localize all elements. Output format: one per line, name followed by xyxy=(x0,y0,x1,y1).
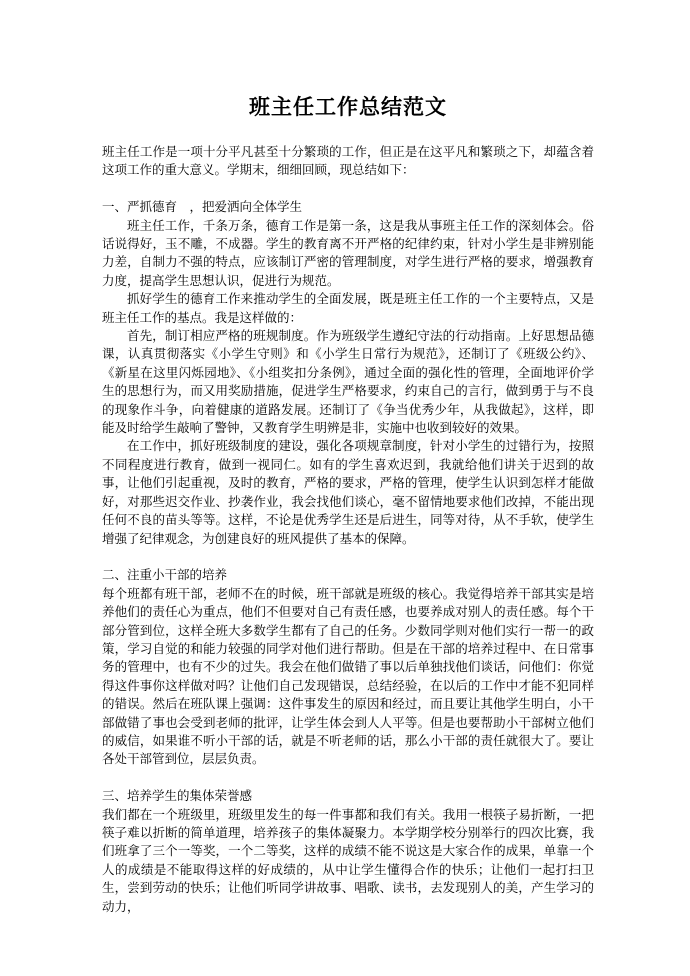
section-cadre-training xyxy=(102,566,594,768)
section-1-paragraph-2: 抓好学生的德育工作来推动学生的全面发展，既是班主任工作的一个主要特点，又是班主任工作的基点。我是这样做的： xyxy=(102,292,594,325)
section-2-heading: 二、注重小干部的培养 xyxy=(102,568,228,583)
section-collective-honor xyxy=(102,787,594,916)
section-1-paragraph-4: 在工作中，抓好班级制度的建设，强化各项规章制度，针对小学生的过错行为，按照不同程度进行教育，做到一视同仁。如有的学生喜欢迟到，我就给他们讲关于迟到的故事，让他们引起重视，及时的教育，严格的要求，严格的管理，使学生认识到怎样才能做好，对那些迟交作业、抄袭作业，我会找他们谈心，毫不留情地要求他们改掉，不能出现任何不良的苗头等等。这样，不论是优秀学生还是后进生，同等对待，从不手软，使学生增强了纪律观念，为创建良好的班风提供了基本的保障。 xyxy=(102,439,594,546)
section-2-paragraph-1: 每个班都有班干部，老师不在的时候，班干部就是班级的核心。我觉得培养干部其实是培养他们的责任心为重点，他们不但要对自己有责任感，也要养成对别人的责任感。每个干部分管到位，这样全班大多数学生都有了自己的任务。少数同学则对他们实行一帮一的政策，学习自觉的和能力较强的同学对他们进行帮助。但是在干部的培养过程中、在日常事务的管理中，也有不少的过失。我会在他们做错了事以后单独找他们谈话，问他们：你觉得这件事你这样做对吗？让他们自己发现错误，总结经验，在以后的工作中才能不犯同样的错误。然后在班队课上强调：这件事发生的原因和经过，而且要让其他学生明白，小干部做错了事也会受到老师的批评，让学生体会到人人平等。但是也要帮助小干部树立他们的威信，如果谁不听小干部的话，就是不听老师的话，那么小干部的责任就很大了。要让各处干部管到位，层层负责。 xyxy=(102,586,594,767)
section-1-heading: 一、严抓德育 ，把爱洒向全体学生 xyxy=(102,200,303,215)
section-1-paragraph-1: 班主任工作，千条万条，德育工作是第一条，这是我从事班主任工作的深刻体会。俗话说得好，玉不雕，不成器。学生的教育离不开严格的纪律约束，针对小学生是非辨别能力差，自制力不强的特点，应该制订严密的管理制度，对学生进行严格的要求，增强教育力度，提高学生思想认识，促进行为规范。 xyxy=(102,218,594,288)
document-content xyxy=(102,92,594,916)
section-discipline-education xyxy=(102,198,594,548)
document-title: 班主任工作总结范文 xyxy=(249,95,447,119)
section-3-paragraph-1: 我们都在一个班级里，班级里发生的每一件事都和我们有关。我用一根筷子易折断，一把筷子难以折断的简单道理，培养孩子的集体凝聚力。本学期学校分别举行的四次比赛，我们班拿了三个一等奖，一个二等奖，这样的成绩不能不说这是大家合作的成果，单靠一个人的成绩是不能取得这样的好成绩的，从中让学生懂得合作的快乐；让他们一起打扫卫生，尝到劳动的快乐；让他们听同学讲故事、唱歌、读书，去发现别人的美，产生学习的动力， xyxy=(102,807,594,914)
section-1-paragraph-3: 首先，制订相应严格的班规制度。作为班级学生遵纪守法的行动指南。上好思想品德课，认真贯彻落实《小学生守则》和《小学生日常行为规范》，还制订了《班级公约》、《新星在这里闪烁园地》、《小组奖扣分条例》，通过全面的强化性的管理，全面地评价学生的思想行为，而又用奖励措施，促进学生严格要求，约束自己的言行，做到勇于与不良的现象作斗争，向着健康的道路发展。还制订了《争当优秀少年，从我做起》，这样，即能及时给学生敲响了警钟，又教育学生明辨是非，实施中也收到较好的效果。 xyxy=(102,329,594,436)
section-3-heading: 三、培养学生的集体荣誉感 xyxy=(102,789,253,804)
intro-paragraph: 班主任工作是一项十分平凡甚至十分繁琐的工作，但正是在这平凡和繁琐之下，却蕴含着这项工作的重大意义。学期末，细细回顾，现总结如下： xyxy=(102,145,594,178)
